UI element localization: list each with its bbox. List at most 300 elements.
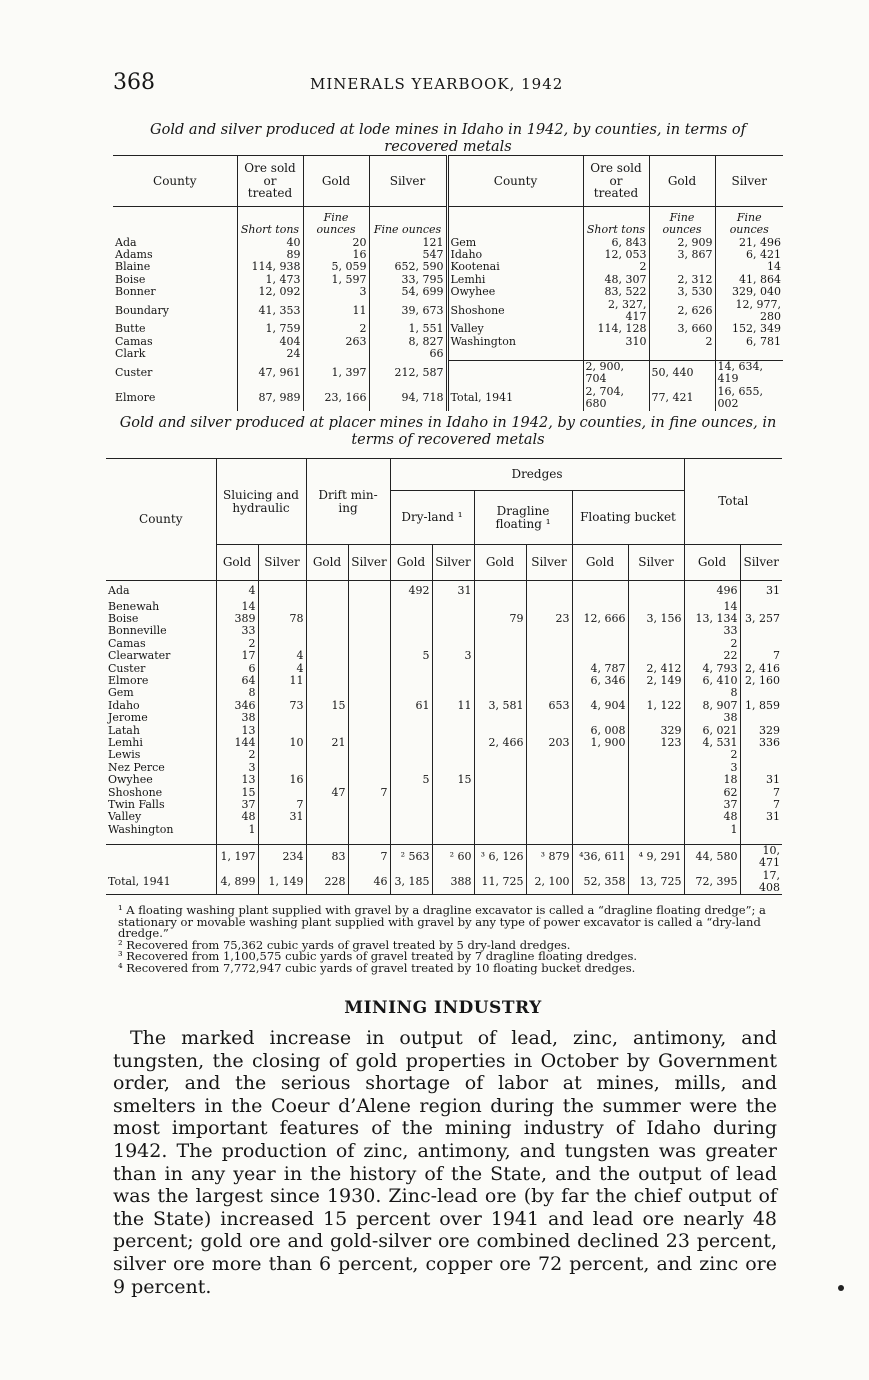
table-row (106, 675, 782, 687)
table-cell (348, 774, 390, 786)
county-name: Butte (115, 322, 146, 336)
table-cell: 2, 327, 417 (583, 299, 649, 324)
table-cell: 5 (390, 774, 432, 786)
table-cell (526, 638, 572, 650)
table-cell: 23 (526, 613, 572, 625)
table-cell (740, 625, 782, 637)
table-cell: 44, 580 (684, 844, 740, 869)
table-cell (258, 824, 306, 836)
table-cell (474, 774, 526, 786)
table-cell (740, 687, 782, 699)
table-cell (348, 762, 390, 774)
table-cell (526, 712, 572, 724)
table-row (113, 249, 783, 261)
table-cell: 492 (390, 581, 432, 601)
total-row (106, 870, 782, 895)
col-silver: Silver (526, 545, 572, 581)
col-county: County (106, 459, 216, 581)
table-cell: 31 (258, 811, 306, 823)
col-dragline: Dragline floating ¹ (474, 491, 572, 545)
county-name: Owyhee (447, 286, 583, 298)
table-cell (432, 737, 474, 749)
table-cell: 329 (740, 725, 782, 737)
table-row (106, 700, 782, 712)
table-cell (572, 787, 628, 799)
table-cell: 2 (684, 749, 740, 761)
table-cell (348, 712, 390, 724)
table-cell: 1, 397 (303, 361, 369, 386)
table-cell: 89 (237, 249, 303, 261)
table-cell (474, 762, 526, 774)
col-floating-bucket: Floating bucket (572, 491, 684, 545)
table-cell (526, 836, 572, 844)
table-cell: 4 (258, 650, 306, 662)
table-cell: 38 (684, 712, 740, 724)
county-name: Custer (108, 661, 146, 675)
table-cell: 72, 395 (684, 870, 740, 895)
table-cell: 329 (628, 725, 684, 737)
table-cell: 3, 257 (740, 613, 782, 625)
table-cell (348, 663, 390, 675)
table-cell: 1, 122 (628, 700, 684, 712)
county-name: Washington (108, 822, 174, 836)
table-cell: 388 (432, 870, 474, 895)
table-cell: 6, 410 (684, 675, 740, 687)
table-cell (572, 749, 628, 761)
table-cell (526, 687, 572, 699)
table-cell: 3 (684, 762, 740, 774)
table-cell: 404 (237, 336, 303, 348)
table-cell: 40 (237, 237, 303, 249)
table-cell (474, 712, 526, 724)
table-cell: 3, 660 (649, 323, 715, 335)
table-cell: 2, 416 (740, 663, 782, 675)
table-cell: 77, 421 (649, 386, 715, 411)
table-cell: 37 (216, 799, 258, 811)
table-cell: 47, 961 (237, 361, 303, 386)
table-cell (526, 799, 572, 811)
table-cell (258, 712, 306, 724)
table-cell: 87, 989 (237, 386, 303, 411)
county-name: Kootenai (447, 261, 583, 273)
unit-label: Short tons (237, 207, 303, 237)
table-cell (628, 712, 684, 724)
county-name: Lewis (108, 748, 141, 762)
county-name: Bonneville (108, 624, 167, 638)
table-row (106, 824, 782, 836)
table-cell: 14, 634, 419 (715, 361, 783, 386)
table-cell (628, 824, 684, 836)
table-cell: 12, 053 (583, 249, 649, 261)
col-dredges: Dredges (390, 459, 684, 491)
table-cell: 203 (526, 737, 572, 749)
table-cell (348, 749, 390, 761)
table-cell: 78 (258, 613, 306, 625)
col-silver: Silver (432, 545, 474, 581)
table-cell (740, 712, 782, 724)
county-name: Lemhi (447, 274, 583, 286)
section-paragraph: The marked increase in output of lead, zinc, antimony, and tungsten, the closing of gold properties in October by Government order, and the serious shortage of labor at mines, mills, and smelters in the Coeur d’Alene region during the summer were the most important features of the mining industry of Idaho during 1942. The production of zinc, antimony, and tungsten was greater than in any year in the history of the State, and the output of lead was the largest since 1930. Zinc-lead ore (by far the chief output of the State) increased 15 percent over 1941 and lead ore nearly 48 percent; gold ore and gold-silver ore combined declined 23 percent, silver ore more than 6 percent, copper ore 72 percent, and zinc ore 9 percent. (113, 1027, 777, 1298)
table-cell (390, 787, 432, 799)
county-name: Valley (447, 323, 583, 335)
table-cell: ³ 879 (526, 844, 572, 869)
table-cell: 263 (303, 336, 369, 348)
table-cell: 61 (390, 700, 432, 712)
table-cell: 17, 408 (740, 870, 782, 895)
table-cell (526, 787, 572, 799)
table-cell: 2, 909 (649, 237, 715, 249)
table-cell: 1, 149 (258, 870, 306, 895)
table-cell (572, 762, 628, 774)
table-cell: 336 (740, 737, 782, 749)
table-cell: 346 (216, 700, 258, 712)
table-row (113, 323, 783, 335)
table-cell (306, 625, 348, 637)
table-cell (306, 749, 348, 761)
table-cell (306, 675, 348, 687)
county-name: Camas (115, 334, 153, 348)
table-cell (348, 700, 390, 712)
table-cell: 48 (684, 811, 740, 823)
table-row (106, 737, 782, 749)
table-row (113, 361, 783, 386)
table-cell: 1, 759 (237, 323, 303, 335)
col-gold: Gold (216, 545, 258, 581)
table-cell: 3 (432, 650, 474, 662)
col-county-2: County (447, 156, 583, 207)
table-cell: 41, 864 (715, 274, 783, 286)
table-cell: 10, 471 (740, 844, 782, 869)
table-cell (432, 799, 474, 811)
table-cell (740, 749, 782, 761)
table-cell (348, 638, 390, 650)
county-name: Boundary (115, 303, 169, 317)
table-cell (572, 824, 628, 836)
table-cell (628, 650, 684, 662)
table-cell: 7 (740, 799, 782, 811)
table-row (113, 336, 783, 348)
table-cell (649, 261, 715, 273)
table-cell (432, 749, 474, 761)
table-cell (432, 613, 474, 625)
table-cell: 4, 531 (684, 737, 740, 749)
table-cell: 33, 795 (369, 274, 447, 286)
table-row (113, 261, 783, 273)
table-cell (348, 613, 390, 625)
table-cell: 22 (684, 650, 740, 662)
county-name: Boise (115, 272, 146, 286)
col-gold: Gold (474, 545, 526, 581)
col-silver-2: Silver (715, 156, 783, 207)
table-cell: 228 (306, 870, 348, 895)
table-cell (474, 650, 526, 662)
col-gold: Gold (306, 545, 348, 581)
table-cell (348, 799, 390, 811)
table-cell (348, 737, 390, 749)
table-row (106, 581, 782, 601)
county-name: Clearwater (108, 649, 171, 663)
table-cell: 5 (390, 650, 432, 662)
table-cell (306, 799, 348, 811)
table-cell: 83 (306, 844, 348, 869)
table-cell (258, 687, 306, 699)
table-row (106, 638, 782, 650)
footnote: ¹ A floating washing plant supplied with gravel by a dragline excavator is called a “dragline floating dredge”; a stationary or movable washing plant supplied with gravel by any type of power excavator is called a “dry-land dredge.” (118, 903, 766, 941)
table-cell: 33 (684, 625, 740, 637)
table-cell (526, 663, 572, 675)
table-cell: 46 (348, 870, 390, 895)
table-cell: 2, 626 (649, 299, 715, 324)
table-cell (348, 836, 390, 844)
table-cell (526, 811, 572, 823)
table-cell: 114, 128 (583, 323, 649, 335)
table-cell (258, 749, 306, 761)
table-cell: 3, 530 (649, 286, 715, 298)
table-cell (628, 799, 684, 811)
table-cell: 2, 704, 680 (583, 386, 649, 411)
table-cell: 20 (303, 237, 369, 249)
col-gold: Gold (572, 545, 628, 581)
table-row (106, 687, 782, 699)
table-cell (740, 824, 782, 836)
table-cell: 123 (628, 737, 684, 749)
table-cell (390, 737, 432, 749)
table-cell: 2 (216, 638, 258, 650)
table-cell: 37 (684, 799, 740, 811)
table-row (106, 787, 782, 799)
col-silver: Silver (740, 545, 782, 581)
table-cell: 48, 307 (583, 274, 649, 286)
table-cell (628, 811, 684, 823)
table-cell (432, 712, 474, 724)
county-name: Blaine (115, 260, 151, 274)
table-cell: 3 (216, 762, 258, 774)
footnotes (118, 905, 782, 975)
table-cell (390, 601, 432, 613)
table-cell: 15 (306, 700, 348, 712)
table-cell (390, 811, 432, 823)
table-cell (306, 762, 348, 774)
table-cell (649, 348, 715, 360)
county-name: Valley (108, 810, 142, 824)
table-cell (526, 650, 572, 662)
table-cell: 6, 843 (583, 237, 649, 249)
table-cell (306, 638, 348, 650)
county-name: Nez Perce (108, 760, 165, 774)
unit-label: Fine ounces (303, 207, 369, 237)
table-cell: 3, 867 (649, 249, 715, 261)
table-row (106, 774, 782, 786)
table-cell: 11 (258, 675, 306, 687)
table-cell: 8, 827 (369, 336, 447, 348)
table-cell: 7 (740, 650, 782, 662)
table-cell (348, 811, 390, 823)
lode-mines-table (113, 155, 783, 411)
table-cell (432, 725, 474, 737)
table-row (113, 299, 783, 324)
table-cell (258, 836, 306, 844)
table-cell: ⁴ 9, 291 (628, 844, 684, 869)
footnote: ⁴ Recovered from 7,772,947 cubic yards of gravel treated by 10 floating bucket dredges. (118, 960, 636, 975)
placer-table-caption: Gold and silver produced at placer mines in Idaho in 1942, by counties, in fine ounces, in terms of recovered metals (119, 415, 777, 448)
county-name: Adams (115, 247, 153, 261)
county-name: Benewah (108, 599, 160, 613)
table-cell (306, 663, 348, 675)
table-cell (526, 581, 572, 601)
table-cell: 2, 412 (628, 663, 684, 675)
table-cell (572, 687, 628, 699)
table-cell (306, 712, 348, 724)
table-row (113, 386, 783, 411)
table-cell (306, 581, 348, 601)
table-cell: 114, 938 (237, 261, 303, 273)
table-cell (628, 581, 684, 601)
table-cell: 62 (684, 787, 740, 799)
table-cell: 6, 346 (572, 675, 628, 687)
county-name: Idaho (108, 698, 140, 712)
table-cell: 5, 059 (303, 261, 369, 273)
table-cell: 2, 466 (474, 737, 526, 749)
table-cell: 1, 597 (303, 274, 369, 286)
col-county: County (113, 156, 237, 207)
table-cell: 4, 904 (572, 700, 628, 712)
table-cell (390, 687, 432, 699)
table-cell: 652, 590 (369, 261, 447, 273)
table-cell (474, 811, 526, 823)
table-cell: 6, 421 (715, 249, 783, 261)
table-cell: 11 (303, 299, 369, 324)
table-cell (306, 811, 348, 823)
table-cell: 23, 166 (303, 386, 369, 411)
col-gold: Gold (390, 545, 432, 581)
col-gold: Gold (684, 545, 740, 581)
table-cell (474, 787, 526, 799)
table-cell (258, 625, 306, 637)
table-row (113, 348, 783, 360)
table-cell (306, 774, 348, 786)
table-cell: 4 (216, 581, 258, 601)
table-cell (447, 361, 583, 386)
table-cell (390, 799, 432, 811)
table-cell (572, 625, 628, 637)
table-cell (306, 601, 348, 613)
table-row (106, 613, 782, 625)
county-name: Clark (115, 347, 146, 361)
table-cell (474, 836, 526, 844)
table-cell (390, 749, 432, 761)
table-row (106, 799, 782, 811)
table-cell (306, 687, 348, 699)
county-name: Elmore (115, 391, 156, 405)
table-cell (432, 787, 474, 799)
table-cell (303, 348, 369, 360)
table-cell: 2 (649, 336, 715, 348)
table-cell: 121 (369, 237, 447, 249)
table-cell: ² 60 (432, 844, 474, 869)
table-cell (628, 638, 684, 650)
footnote: ³ Recovered from 1,100,575 cubic yards of gravel treated by 7 dragline floating dredges. (118, 949, 638, 964)
table-cell (348, 650, 390, 662)
table-cell: 94, 718 (369, 386, 447, 411)
col-gold-2: Gold (649, 156, 715, 207)
table-cell: 3, 185 (390, 870, 432, 895)
table-row (106, 625, 782, 637)
table-cell: 2, 100 (526, 870, 572, 895)
table-cell: 4, 793 (684, 663, 740, 675)
unit-label: Short tons (583, 207, 649, 237)
table-cell: 66 (369, 348, 447, 360)
table-cell: 2, 160 (740, 675, 782, 687)
table-cell (348, 824, 390, 836)
table-cell: 1 (216, 824, 258, 836)
table-cell: 16 (303, 249, 369, 261)
table-cell (216, 836, 258, 844)
table-cell: 144 (216, 737, 258, 749)
table-cell (715, 348, 783, 360)
table-cell: 31 (740, 774, 782, 786)
table-cell: 13, 134 (684, 613, 740, 625)
table-cell: 329, 040 (715, 286, 783, 298)
footnote: ² Recovered from 75,362 cubic yards of gravel treated by 5 dry-land dredges. (118, 937, 571, 952)
table-cell: 13, 725 (628, 870, 684, 895)
running-title: MINERALS YEARBOOK, 1942 (310, 75, 564, 93)
table-cell: 2 (583, 261, 649, 273)
col-silver: Silver (369, 156, 447, 207)
table-cell: 389 (216, 613, 258, 625)
table-cell (432, 625, 474, 637)
county-name: Ada (108, 583, 130, 597)
table-row (106, 650, 782, 662)
county-name: Boise (108, 611, 139, 625)
county-name: Jerome (108, 711, 148, 725)
table-cell (628, 774, 684, 786)
unit-label: Fine ounces (649, 207, 715, 237)
table-cell: 3, 156 (628, 613, 684, 625)
table-cell (474, 675, 526, 687)
col-ore-2: Ore sold or treated (583, 156, 649, 207)
table-cell: 496 (684, 581, 740, 601)
table-cell (474, 749, 526, 761)
table-cell (432, 675, 474, 687)
table-cell: 4, 899 (216, 870, 258, 895)
col-ore: Ore sold or treated (237, 156, 303, 207)
table-cell: 54, 699 (369, 286, 447, 298)
table-cell: 152, 349 (715, 323, 783, 335)
table-cell: 38 (216, 712, 258, 724)
table-cell (432, 663, 474, 675)
table-cell: 13 (216, 725, 258, 737)
table-row (113, 286, 783, 298)
table-cell (390, 613, 432, 625)
table-cell: 6 (216, 663, 258, 675)
total-label: Total, 1941 (106, 870, 216, 895)
table-cell: 2, 900, 704 (583, 361, 649, 386)
table-cell: 14 (715, 261, 783, 273)
table-cell (390, 824, 432, 836)
table-cell: 33 (216, 625, 258, 637)
table-row (106, 712, 782, 724)
table-cell: 16 (258, 774, 306, 786)
table-cell: 14 (216, 601, 258, 613)
table-row (106, 811, 782, 823)
table-cell: ⁴36, 611 (572, 844, 628, 869)
table-cell: 2 (684, 638, 740, 650)
table-cell: 11 (432, 700, 474, 712)
table-cell: 547 (369, 249, 447, 261)
table-cell (572, 581, 628, 601)
table-cell (432, 824, 474, 836)
county-name: Camas (108, 636, 146, 650)
